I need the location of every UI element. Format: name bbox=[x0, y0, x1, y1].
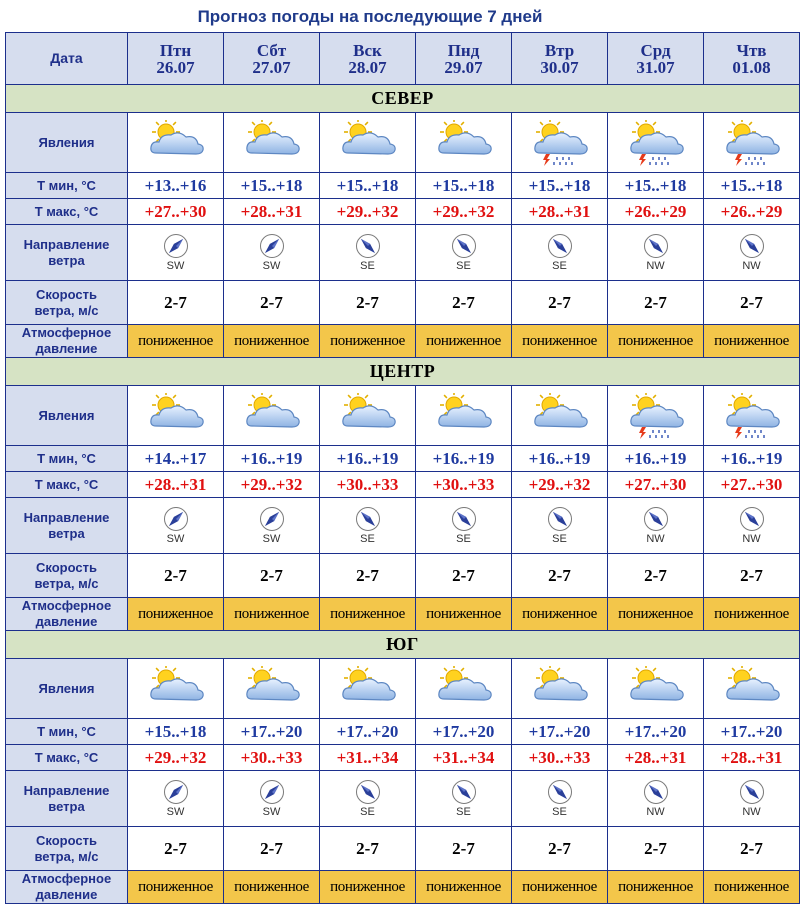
row-label bbox=[6, 498, 128, 554]
wind-speed-value: 2-7 bbox=[512, 554, 608, 598]
row-label: Явления bbox=[6, 113, 128, 173]
tmin-value: +15..+18 bbox=[224, 173, 320, 199]
compass-icon bbox=[451, 233, 477, 259]
region-row bbox=[6, 85, 800, 113]
pressure-value: пониженное bbox=[704, 325, 800, 358]
region-row bbox=[6, 358, 800, 386]
tmax-row bbox=[6, 745, 800, 771]
row-label: Т мин, °С bbox=[6, 173, 128, 199]
wind-direction-label: SE bbox=[552, 260, 567, 272]
wind-direction-row bbox=[6, 771, 800, 827]
wind-direction-row bbox=[6, 225, 800, 281]
partly-cloudy-icon bbox=[128, 113, 224, 173]
partly-cloudy-icon bbox=[416, 659, 512, 719]
pressure-value: пониженное bbox=[224, 871, 320, 904]
wind-direction-cell bbox=[416, 225, 512, 281]
tmin-value: +17..+20 bbox=[320, 719, 416, 745]
day-name: Сбт bbox=[256, 40, 287, 60]
wind-speed-value: 2-7 bbox=[704, 554, 800, 598]
wind-direction-label: NW bbox=[646, 533, 665, 545]
wind-direction-label: SW bbox=[262, 806, 281, 818]
wind-direction-cell bbox=[320, 771, 416, 827]
day-header bbox=[320, 33, 416, 85]
row-label-line: Скорость bbox=[36, 832, 97, 848]
day-date: 28.07 bbox=[348, 57, 387, 77]
thunderstorm-icon bbox=[608, 113, 704, 173]
row-label bbox=[6, 771, 128, 827]
row-label bbox=[6, 598, 128, 631]
compass-icon bbox=[355, 506, 381, 532]
wind-direction-label: SE bbox=[360, 806, 375, 818]
wind-direction-label: SE bbox=[552, 806, 567, 818]
row-label-line: Скорость bbox=[36, 559, 97, 575]
tmax-value: +29..+32 bbox=[128, 745, 224, 771]
compass-icon bbox=[259, 233, 285, 259]
tmax-value: +30..+33 bbox=[512, 745, 608, 771]
pressure-value: пониженное bbox=[416, 598, 512, 631]
partly-cloudy-icon bbox=[320, 386, 416, 446]
tmax-value: +27..+30 bbox=[128, 199, 224, 225]
compass-icon bbox=[355, 779, 381, 805]
pressure-value: пониженное bbox=[608, 871, 704, 904]
partly-cloudy-icon bbox=[128, 659, 224, 719]
wind-direction-label: SE bbox=[456, 533, 471, 545]
compass-icon bbox=[547, 779, 573, 805]
wind-direction-label: SW bbox=[262, 260, 281, 272]
pressure-value: пониженное bbox=[608, 325, 704, 358]
compass-icon bbox=[547, 506, 573, 532]
wind-direction-cell bbox=[704, 498, 800, 554]
tmin-value: +16..+19 bbox=[512, 446, 608, 472]
pressure-value: пониженное bbox=[320, 598, 416, 631]
row-label-line: давление bbox=[35, 887, 98, 902]
wind-direction-label: SE bbox=[552, 533, 567, 545]
wind-direction-label: SE bbox=[360, 260, 375, 272]
day-header bbox=[608, 33, 704, 85]
day-header bbox=[512, 33, 608, 85]
row-label-line: ветра bbox=[48, 525, 85, 541]
wind-speed-value: 2-7 bbox=[608, 281, 704, 325]
partly-cloudy-icon bbox=[512, 386, 608, 446]
wind-direction-row bbox=[6, 498, 800, 554]
wind-direction-label: NW bbox=[742, 806, 761, 818]
day-date: 26.07 bbox=[156, 57, 195, 77]
wind-direction-label: SE bbox=[360, 533, 375, 545]
wind-speed-value: 2-7 bbox=[416, 827, 512, 871]
row-label-line: давление bbox=[35, 614, 98, 629]
wind-speed-value: 2-7 bbox=[128, 827, 224, 871]
day-date: 01.08 bbox=[732, 57, 771, 77]
wind-direction-label: SE bbox=[456, 260, 471, 272]
wind-speed-row bbox=[6, 554, 800, 598]
compass-icon bbox=[163, 506, 189, 532]
compass-icon bbox=[163, 233, 189, 259]
phenomena-row bbox=[6, 113, 800, 173]
wind-direction-cell bbox=[704, 225, 800, 281]
row-label: Явления bbox=[6, 659, 128, 719]
wind-speed-value: 2-7 bbox=[128, 554, 224, 598]
tmin-value: +17..+20 bbox=[416, 719, 512, 745]
pressure-value: пониженное bbox=[128, 871, 224, 904]
partly-cloudy-icon bbox=[224, 113, 320, 173]
tmax-value: +28..+31 bbox=[128, 472, 224, 498]
tmin-row bbox=[6, 173, 800, 199]
wind-speed-value: 2-7 bbox=[128, 281, 224, 325]
tmin-value: +17..+20 bbox=[224, 719, 320, 745]
pressure-row bbox=[6, 598, 800, 631]
wind-speed-value: 2-7 bbox=[320, 281, 416, 325]
tmax-value: +26..+29 bbox=[704, 199, 800, 225]
wind-direction-label: SW bbox=[166, 806, 185, 818]
page-title: Прогноз погоды на последующие 7 дней bbox=[197, 7, 543, 26]
phenomena-row bbox=[6, 659, 800, 719]
pressure-value: пониженное bbox=[512, 871, 608, 904]
thunderstorm-icon bbox=[512, 113, 608, 173]
wind-speed-value: 2-7 bbox=[704, 827, 800, 871]
pressure-value: пониженное bbox=[704, 871, 800, 904]
tmin-value: +17..+20 bbox=[608, 719, 704, 745]
tmax-value: +29..+32 bbox=[224, 472, 320, 498]
day-name: Птн bbox=[159, 40, 192, 60]
compass-icon bbox=[643, 506, 669, 532]
row-label bbox=[6, 225, 128, 281]
wind-speed-value: 2-7 bbox=[320, 827, 416, 871]
day-name: Втр bbox=[544, 40, 575, 60]
pressure-value: пониженное bbox=[224, 325, 320, 358]
row-label: Т макс, °С bbox=[6, 745, 128, 771]
tmax-value: +31..+34 bbox=[320, 745, 416, 771]
row-label bbox=[6, 554, 128, 598]
day-name: Вск bbox=[353, 40, 382, 60]
compass-icon bbox=[163, 779, 189, 805]
wind-direction-label: NW bbox=[646, 806, 665, 818]
wind-speed-value: 2-7 bbox=[608, 554, 704, 598]
pressure-value: пониженное bbox=[128, 598, 224, 631]
tmax-value: +27..+30 bbox=[704, 472, 800, 498]
wind-direction-cell bbox=[608, 771, 704, 827]
day-date: 29.07 bbox=[444, 57, 483, 77]
day-name: Чтв bbox=[736, 40, 767, 60]
wind-direction-cell bbox=[608, 225, 704, 281]
wind-speed-value: 2-7 bbox=[704, 281, 800, 325]
day-name: Срд bbox=[640, 40, 671, 60]
tmax-value: +27..+30 bbox=[608, 472, 704, 498]
header-row bbox=[6, 33, 800, 85]
row-label-line: Атмосферное bbox=[21, 871, 112, 886]
row-label-line: давление bbox=[35, 341, 98, 356]
row-label-line: Атмосферное bbox=[21, 598, 112, 613]
tmax-value: +28..+31 bbox=[224, 199, 320, 225]
wind-speed-value: 2-7 bbox=[512, 281, 608, 325]
tmax-value: +28..+31 bbox=[704, 745, 800, 771]
tmin-value: +16..+19 bbox=[704, 446, 800, 472]
region-title: СЕВЕР bbox=[6, 85, 800, 113]
tmin-value: +13..+16 bbox=[128, 173, 224, 199]
wind-direction-cell bbox=[608, 498, 704, 554]
day-header bbox=[224, 33, 320, 85]
partly-cloudy-icon bbox=[512, 659, 608, 719]
compass-icon bbox=[547, 233, 573, 259]
wind-speed-row bbox=[6, 827, 800, 871]
wind-direction-cell bbox=[416, 498, 512, 554]
compass-icon bbox=[739, 233, 765, 259]
wind-direction-label: SW bbox=[166, 533, 185, 545]
wind-direction-cell bbox=[416, 771, 512, 827]
day-date: 27.07 bbox=[252, 57, 291, 77]
wind-direction-cell bbox=[320, 225, 416, 281]
tmin-row bbox=[6, 719, 800, 745]
compass-icon bbox=[451, 506, 477, 532]
wind-direction-cell bbox=[224, 225, 320, 281]
compass-icon bbox=[259, 779, 285, 805]
tmin-value: +17..+20 bbox=[704, 719, 800, 745]
tmax-value: +26..+29 bbox=[608, 199, 704, 225]
row-label-line: ветра bbox=[48, 798, 85, 814]
row-label: Т макс, °С bbox=[6, 472, 128, 498]
date-header: Дата bbox=[6, 33, 128, 85]
phenomena-row bbox=[6, 386, 800, 446]
tmax-value: +30..+33 bbox=[320, 472, 416, 498]
tmin-value: +16..+19 bbox=[416, 446, 512, 472]
row-label-line: ветра, м/с bbox=[34, 575, 99, 591]
wind-direction-cell bbox=[128, 771, 224, 827]
partly-cloudy-icon bbox=[608, 659, 704, 719]
row-label-line: Направление bbox=[23, 782, 110, 798]
tmax-row bbox=[6, 472, 800, 498]
partly-cloudy-icon bbox=[224, 659, 320, 719]
tmin-value: +15..+18 bbox=[512, 173, 608, 199]
tmax-value: +29..+32 bbox=[512, 472, 608, 498]
tmax-value: +28..+31 bbox=[512, 199, 608, 225]
wind-direction-cell bbox=[512, 498, 608, 554]
tmin-value: +15..+18 bbox=[128, 719, 224, 745]
wind-speed-value: 2-7 bbox=[224, 281, 320, 325]
row-label-line: ветра, м/с bbox=[34, 848, 99, 864]
tmax-value: +30..+33 bbox=[224, 745, 320, 771]
wind-direction-cell bbox=[704, 771, 800, 827]
wind-speed-value: 2-7 bbox=[416, 554, 512, 598]
tmin-value: +16..+19 bbox=[608, 446, 704, 472]
row-label bbox=[6, 827, 128, 871]
partly-cloudy-icon bbox=[416, 113, 512, 173]
day-date: 31.07 bbox=[636, 57, 675, 77]
compass-icon bbox=[739, 779, 765, 805]
row-label-line: ветра, м/с bbox=[34, 302, 99, 318]
pressure-value: пониженное bbox=[320, 871, 416, 904]
region-title: ЦЕНТР bbox=[6, 358, 800, 386]
day-header bbox=[128, 33, 224, 85]
row-label bbox=[6, 281, 128, 325]
thunderstorm-icon bbox=[608, 386, 704, 446]
compass-icon bbox=[643, 233, 669, 259]
tmin-row bbox=[6, 446, 800, 472]
wind-speed-value: 2-7 bbox=[224, 827, 320, 871]
thunderstorm-icon bbox=[704, 113, 800, 173]
pressure-row bbox=[6, 871, 800, 904]
pressure-value: пониженное bbox=[224, 598, 320, 631]
wind-direction-cell bbox=[224, 771, 320, 827]
compass-icon bbox=[355, 233, 381, 259]
tmin-value: +15..+18 bbox=[320, 173, 416, 199]
tmin-value: +16..+19 bbox=[224, 446, 320, 472]
wind-direction-label: NW bbox=[742, 260, 761, 272]
row-label: Т мин, °С bbox=[6, 446, 128, 472]
region-row bbox=[6, 631, 800, 659]
wind-direction-cell bbox=[224, 498, 320, 554]
region-title: ЮГ bbox=[6, 631, 800, 659]
partly-cloudy-icon bbox=[224, 386, 320, 446]
tmax-value: +31..+34 bbox=[416, 745, 512, 771]
compass-icon bbox=[259, 506, 285, 532]
wind-direction-label: NW bbox=[742, 533, 761, 545]
row-label: Явления bbox=[6, 386, 128, 446]
wind-direction-cell bbox=[128, 498, 224, 554]
pressure-value: пониженное bbox=[704, 598, 800, 631]
pressure-value: пониженное bbox=[512, 325, 608, 358]
tmax-value: +29..+32 bbox=[416, 199, 512, 225]
row-label: Т макс, °С bbox=[6, 199, 128, 225]
thunderstorm-icon bbox=[704, 386, 800, 446]
row-label-line: Атмосферное bbox=[21, 325, 112, 340]
tmax-value: +29..+32 bbox=[320, 199, 416, 225]
partly-cloudy-icon bbox=[320, 659, 416, 719]
partly-cloudy-icon bbox=[320, 113, 416, 173]
wind-direction-label: SW bbox=[166, 260, 185, 272]
wind-speed-value: 2-7 bbox=[416, 281, 512, 325]
compass-icon bbox=[451, 779, 477, 805]
row-label bbox=[6, 871, 128, 904]
wind-direction-label: NW bbox=[646, 260, 665, 272]
day-header bbox=[416, 33, 512, 85]
wind-speed-value: 2-7 bbox=[320, 554, 416, 598]
wind-speed-row bbox=[6, 281, 800, 325]
day-date: 30.07 bbox=[540, 57, 579, 77]
day-header bbox=[704, 33, 800, 85]
pressure-value: пониженное bbox=[608, 598, 704, 631]
wind-speed-value: 2-7 bbox=[512, 827, 608, 871]
row-label-line: Скорость bbox=[36, 286, 97, 302]
tmin-value: +14..+17 bbox=[128, 446, 224, 472]
wind-direction-cell bbox=[512, 771, 608, 827]
tmin-value: +15..+18 bbox=[416, 173, 512, 199]
partly-cloudy-icon bbox=[704, 659, 800, 719]
row-label-line: Направление bbox=[23, 509, 110, 525]
tmin-value: +17..+20 bbox=[512, 719, 608, 745]
compass-icon bbox=[643, 779, 669, 805]
wind-direction-label: SW bbox=[262, 533, 281, 545]
pressure-value: пониженное bbox=[320, 325, 416, 358]
wind-direction-cell bbox=[512, 225, 608, 281]
wind-direction-label: SE bbox=[456, 806, 471, 818]
partly-cloudy-icon bbox=[416, 386, 512, 446]
tmin-value: +15..+18 bbox=[608, 173, 704, 199]
row-label: Т мин, °С bbox=[6, 719, 128, 745]
pressure-value: пониженное bbox=[416, 325, 512, 358]
tmin-value: +15..+18 bbox=[704, 173, 800, 199]
tmax-value: +28..+31 bbox=[608, 745, 704, 771]
wind-direction-cell bbox=[320, 498, 416, 554]
tmin-value: +16..+19 bbox=[320, 446, 416, 472]
pressure-value: пониженное bbox=[128, 325, 224, 358]
pressure-row bbox=[6, 325, 800, 358]
wind-direction-cell bbox=[128, 225, 224, 281]
row-label-line: Направление bbox=[23, 236, 110, 252]
tmax-value: +30..+33 bbox=[416, 472, 512, 498]
row-label-line: ветра bbox=[48, 252, 85, 268]
forecast-table bbox=[5, 32, 800, 904]
compass-icon bbox=[739, 506, 765, 532]
row-label bbox=[6, 325, 128, 358]
tmax-row bbox=[6, 199, 800, 225]
pressure-value: пониженное bbox=[512, 598, 608, 631]
partly-cloudy-icon bbox=[128, 386, 224, 446]
pressure-value: пониженное bbox=[416, 871, 512, 904]
day-name: Пнд bbox=[447, 40, 480, 60]
wind-speed-value: 2-7 bbox=[224, 554, 320, 598]
wind-speed-value: 2-7 bbox=[608, 827, 704, 871]
